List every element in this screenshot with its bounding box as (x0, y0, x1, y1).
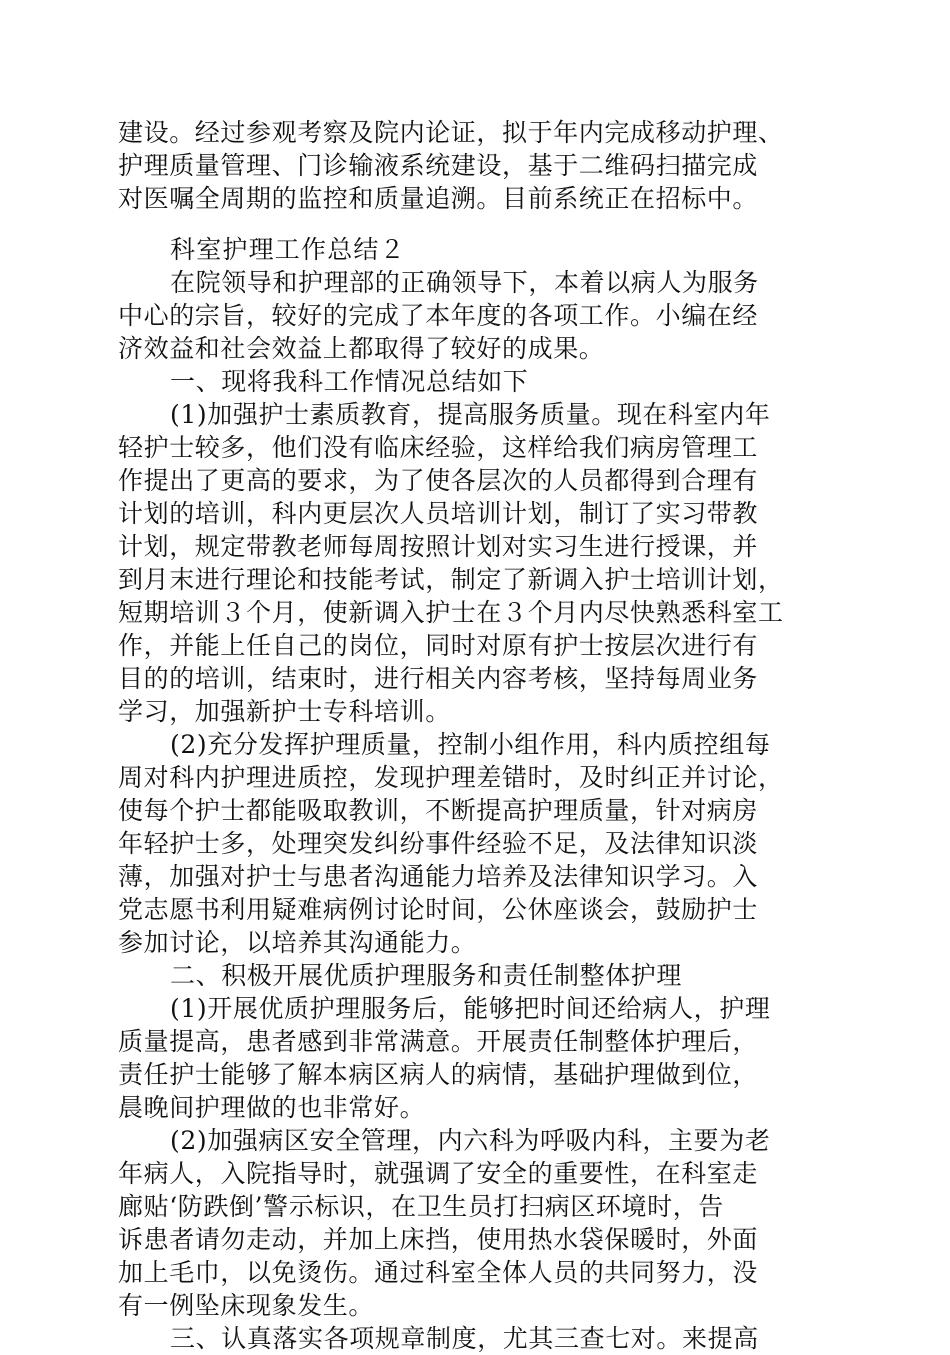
text-line: 计划，规定带教老师每周按照计划对实习生进行授课，并 (118, 532, 759, 561)
text-line: 年病人，入院指导时，就强调了安全的重要性，在科室走 (118, 1159, 759, 1188)
text-line: 参加讨论，以培养其沟通能力。 (118, 928, 477, 957)
paragraph-first-line: (1)开展优质护理服务后，能够把时间还给病人，护理 (170, 994, 771, 1023)
paragraph-first-line: 在院领导和护理部的正确领导下，本着以病人为服务 (170, 268, 759, 297)
text-line: 计划的培训，科内更层次人员培训计划，制订了实习带教 (118, 499, 759, 528)
text-line: 对医嘱全周期的监控和质量追溯。目前系统正在招标中。 (118, 184, 759, 213)
text-line: 晨晚间护理做的也非常好。 (118, 1093, 426, 1122)
text-line: 作提出了更高的要求，为了使各层次的人员都得到合理有 (118, 466, 759, 495)
section-block (118, 233, 838, 1355)
text-line: 中心的宗旨，较好的完成了本年度的各项工作。小编在经 (118, 301, 759, 330)
continuation-paragraph (118, 116, 838, 215)
paragraph-first-line: 二、积极开展优质护理服务和责任制整体护理 (170, 961, 683, 990)
text-line: 诉患者请勿走动，并加上床挡，使用热水袋保暖时，外面 (118, 1225, 759, 1254)
text-line: 质量提高，患者感到非常满意。开展责任制整体护理后， (118, 1027, 759, 1056)
text-line: 到月末进行理论和技能考试，制定了新调入护士培训计划， (118, 565, 784, 594)
text-line: 轻护士较多，他们没有临床经验，这样给我们病房管理工 (118, 433, 759, 462)
text-line: 责任护士能够了解本病区病人的病情，基础护理做到位， (118, 1060, 759, 1089)
text-line: 使每个护士都能吸取教训，不断提高护理质量，针对病房 (118, 796, 759, 825)
text-line: 周对科内护理进质控，发现护理差错时，及时纠正并讨论， (118, 763, 784, 792)
text-line: 目的的培训，结束时，进行相关内容考核，坚持每周业务 (118, 664, 759, 693)
text-line: 作，并能上任自己的岗位，同时对原有护士按层次进行有 (118, 631, 759, 660)
text-line: 党志愿书利用疑难病例讨论时间，公休座谈会，鼓励护士 (118, 895, 759, 924)
text-line: 廊贴‘防跌倒’警示标识，在卫生员打扫病区环境时，告 (118, 1192, 724, 1221)
section-body (118, 266, 838, 1355)
text-line: 加上毛巾，以免烫伤。通过科室全体人员的共同努力，没 (118, 1258, 759, 1287)
paragraph-first-line: (1)加强护士素质教育，提高服务质量。现在科室内年 (170, 400, 771, 429)
paragraph-first-line: (2)加强病区安全管理，内六科为呼吸内科，主要为老 (170, 1126, 771, 1155)
text-line: 学习，加强新护士专科培训。 (118, 697, 451, 726)
text-line: 护理质量管理、门诊输液系统建设，基于二维码扫描完成 (118, 151, 759, 180)
section-title: 科室护理工作总结２ (170, 235, 406, 264)
paragraph-first-line: 三、认真落实各项规章制度，尤其三查七对。来提高 (170, 1324, 759, 1353)
text-line: 短期培训３个月，使新调入护士在３个月内尽快熟悉科室工 (118, 598, 784, 627)
paragraph-first-line: 一、现将我科工作情况总结如下 (170, 367, 529, 396)
text-line: 建设。经过参观考察及院内论证，拟于年内完成移动护理、 (118, 118, 784, 147)
paragraph-first-line: (2)充分发挥护理质量，控制小组作用，科内质控组每 (170, 730, 771, 759)
text-line: 济效益和社会效益上都取得了较好的成果。 (118, 334, 605, 363)
text-line: 年轻护士多，处理突发纠纷事件经验不足，及法律知识淡 (118, 829, 759, 858)
text-line: 薄，加强对护士与患者沟通能力培养及法律知识学习。入 (118, 862, 759, 891)
text-line: 有一例坠床现象发生。 (118, 1291, 375, 1320)
